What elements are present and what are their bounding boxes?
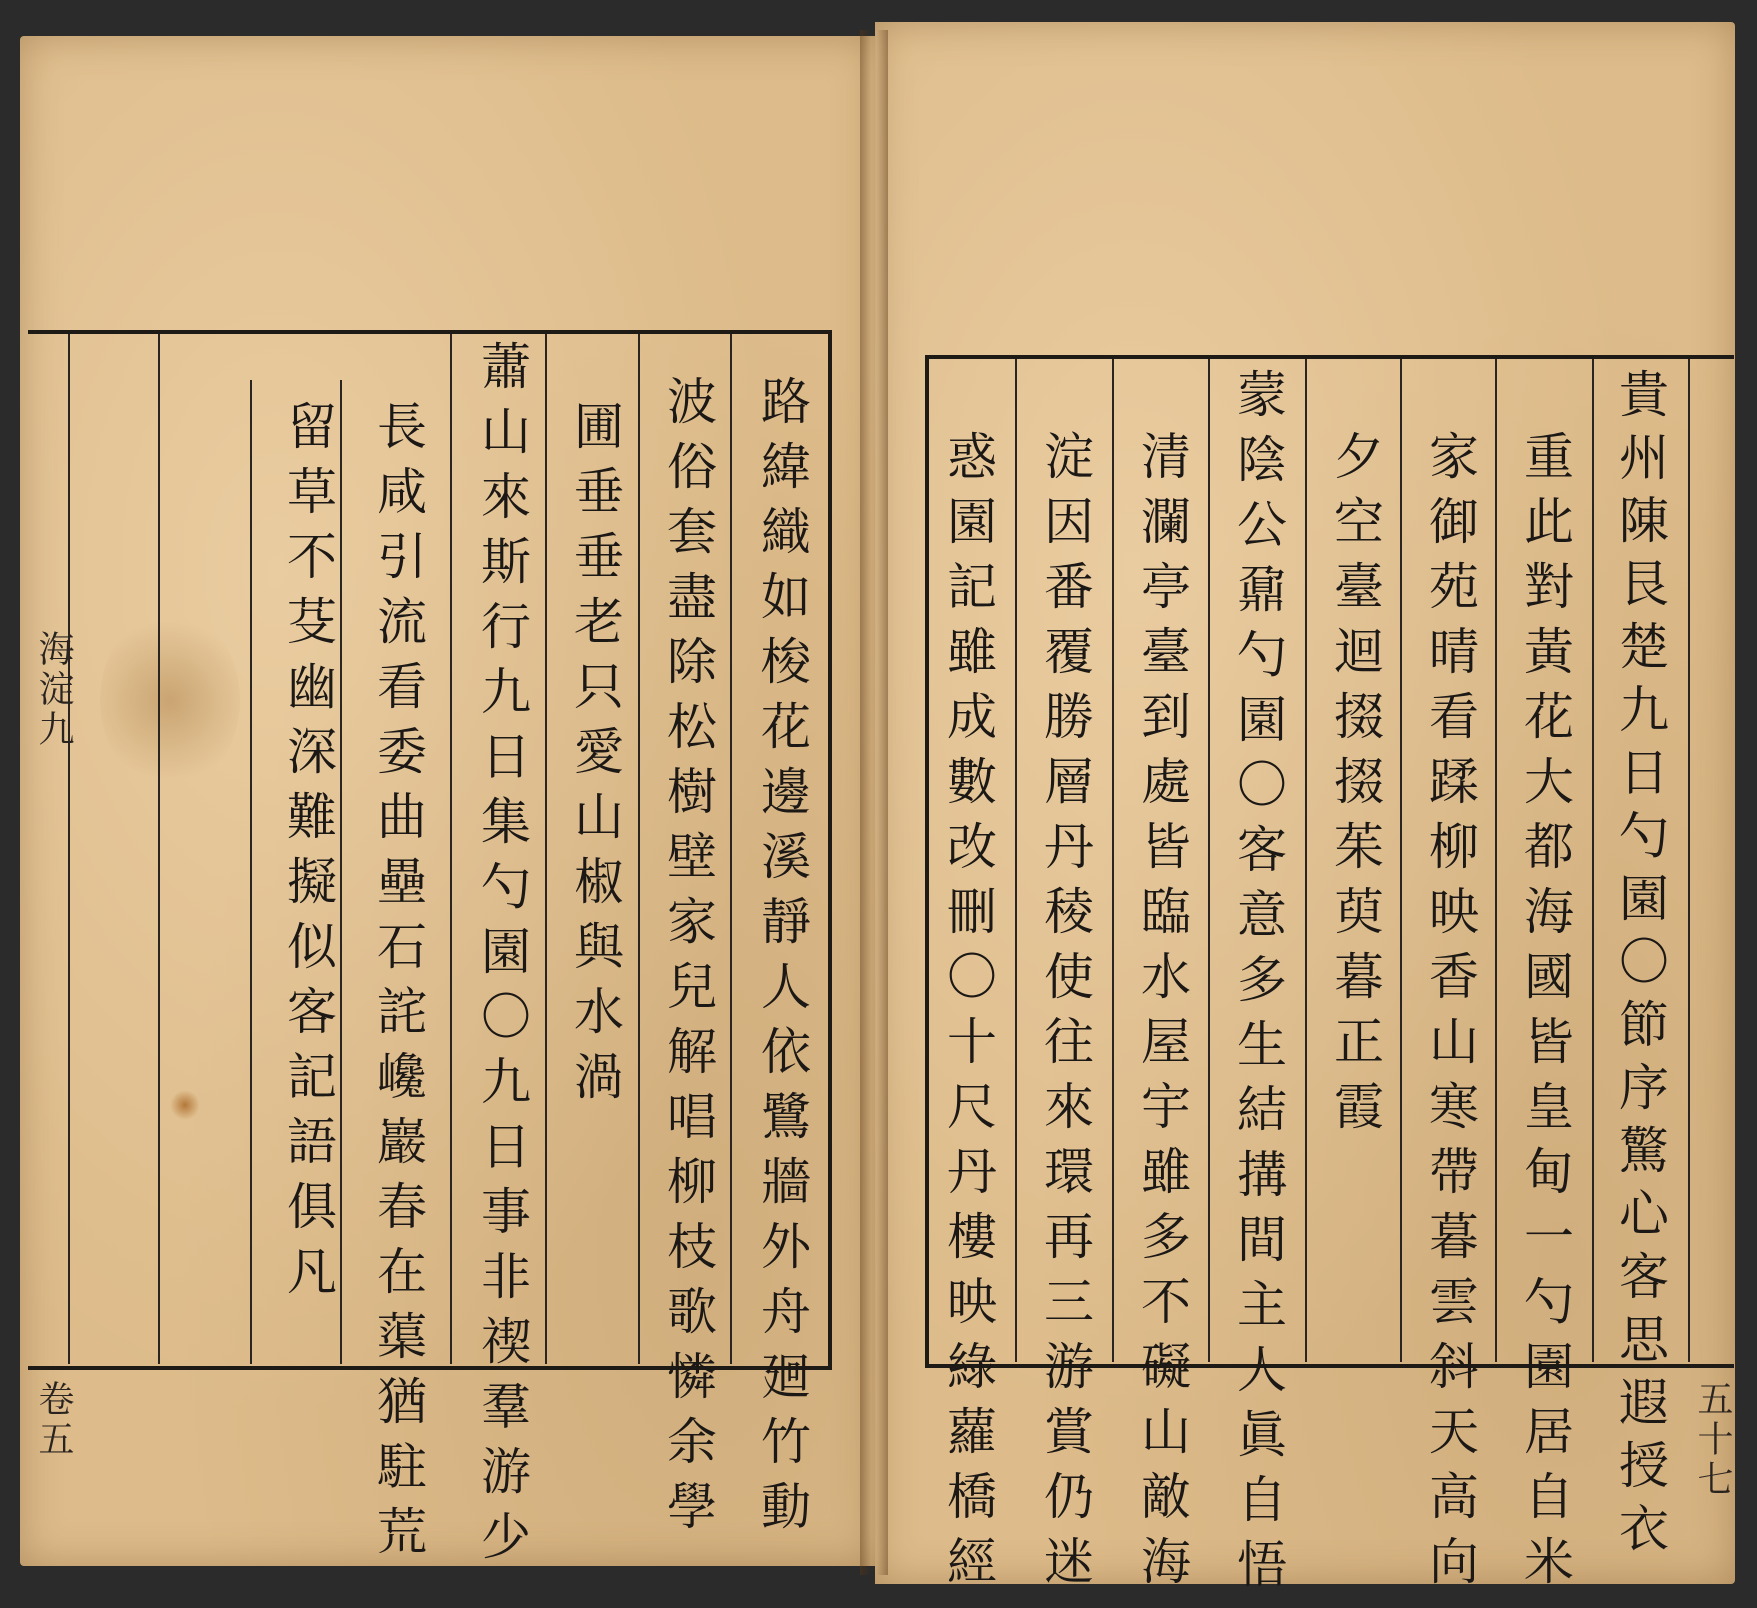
column-rule [1400, 359, 1402, 1362]
text-column-3: 圃垂垂老只愛山椒與水渦 [566, 400, 624, 1115]
column-rule [450, 334, 452, 1364]
column-rule [1495, 359, 1497, 1362]
column-rule [1208, 359, 1210, 1362]
column-rule [250, 380, 252, 1364]
text-column-2: 波俗套盡除松樹壁家兒解唱柳枝歌憐余學 [659, 375, 717, 1545]
column-rule [545, 334, 547, 1364]
text-column-8: 惑園記雖成數改刪〇十尺丹樓映綠蘿橋經 [939, 430, 997, 1600]
text-column-6: 留草不芟幽深難擬似客記語俱凡 [279, 400, 337, 1310]
column-rule [68, 334, 70, 1364]
text-column-1: 路緯織如梭花邊溪靜人依鷺牆外舟廻竹動 [753, 375, 811, 1545]
text-column-5: 蒙陰公鼐勺園〇客意多生結搆間主人眞自悟 [1229, 368, 1287, 1603]
text-column-4: 蕭山來斯行九日集勺園〇九日事非禊羣游少 [473, 340, 531, 1575]
column-rule [340, 380, 342, 1364]
margin-title: 海淀九 [33, 630, 74, 750]
column-rule [730, 334, 732, 1364]
text-column-3: 家御苑晴看蹂柳映香山寒帶暮雲斜天高向 [1421, 430, 1479, 1600]
text-column-6: 清瀾亭臺到處皆臨水屋宇雖多不礙山敵海 [1133, 430, 1191, 1600]
text-column-2: 重此對黃花大都海國皆皇甸一勺園居自米 [1516, 430, 1574, 1600]
text-column-5: 長咸引流看委曲壘石詫巉巖春在蕖猶駐荒 [369, 400, 427, 1570]
column-rule [638, 334, 640, 1364]
text-column-7: 淀因番覆勝層丹稜使往來環再三游賞仍迷 [1036, 430, 1094, 1600]
column-rule [1112, 359, 1114, 1362]
column-rule [1592, 359, 1594, 1362]
column-rule [1015, 359, 1017, 1362]
column-rule [1688, 359, 1690, 1362]
margin-volume: 卷五 [33, 1380, 74, 1460]
text-column-4: 夕空臺迴掇掇茱萸暮正霞 [1326, 430, 1384, 1145]
column-rule [1305, 359, 1307, 1362]
book-gutter [860, 30, 888, 1575]
text-column-1: 貴州陳艮楚九日勺園〇節序驚心客思遐授衣 [1611, 368, 1669, 1565]
page-number: 五十七 [1692, 1380, 1733, 1500]
column-rule [158, 334, 160, 1364]
